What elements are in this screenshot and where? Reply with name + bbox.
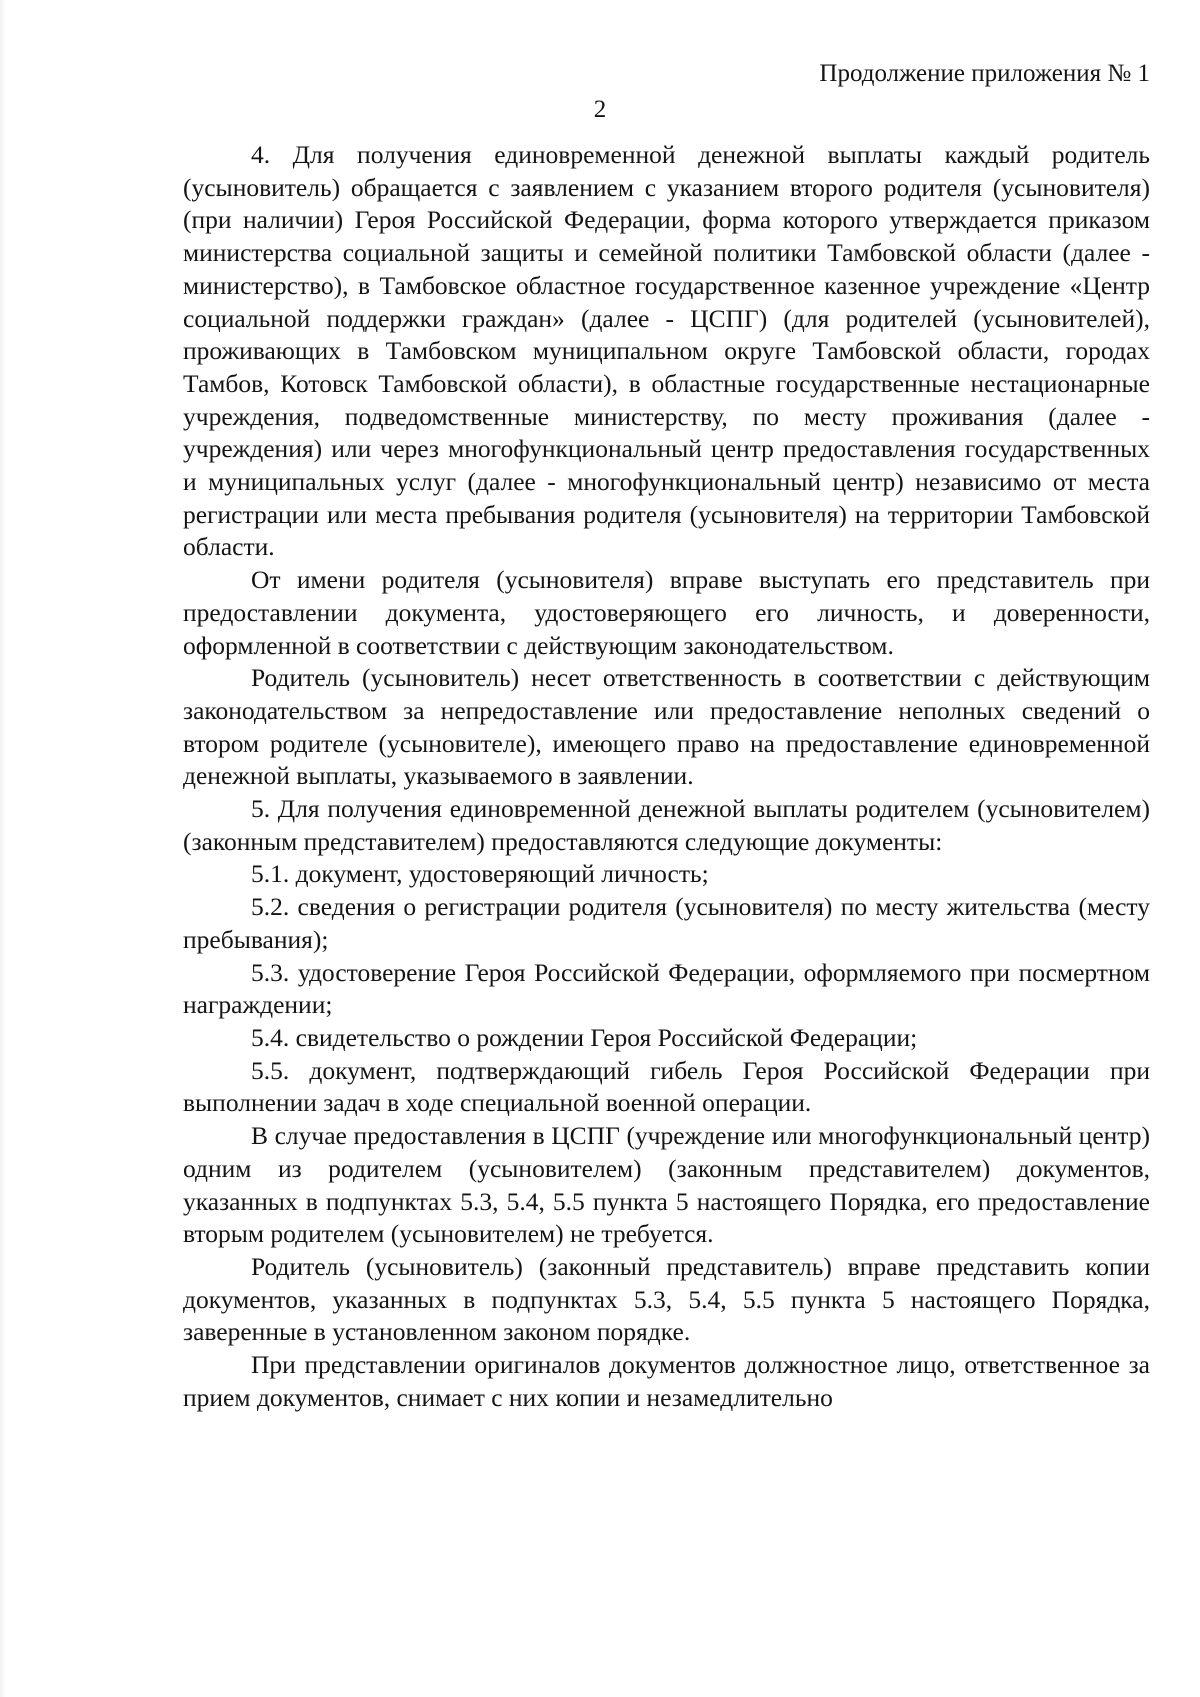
paragraph-item-5-3: 5.3. удостоверение Героя Российской Федерации, оформляемого при посмертном награждении; — [183, 957, 1150, 1020]
paragraph-item-5-2: 5.2. сведения о регистрации родителя (усыновителя) по месту жительства (месту пребывания); — [183, 892, 1150, 954]
paragraph-item-5-5: 5.5. документ, подтверждающий гибель Героя Российской Федерации при выполнении задач в ходе специальной военной операции. — [183, 1055, 1150, 1118]
paragraph-case-provision: В случае предоставления в ЦСПГ (учреждение или многофункциональный центр) одним из родителем (усыновителем) (законным представителем) документов, указанных в подпунктах 5.3, 5.4, 5.5 пункта 5 настоящего Порядка, его предоставление вторым родителем (усыновителем) не требуется. — [183, 1121, 1150, 1249]
paragraph-copies: Родитель (усыновитель) (законный представитель) вправе представить копии документов, указанных в подпунктах 5.3, 5.4, 5.5 пункта 5 настоящего Порядка, заверенные в установленном законом порядке. — [183, 1251, 1150, 1347]
paragraph-item-5: 5. Для получения единовременной денежной выплаты родителем (усыновителем) (законным представителем) предоставляются следующие документы: — [183, 794, 1150, 856]
paragraph-item-5-4: 5.4. свидетельство о рождении Героя Российской Федерации; — [251, 1022, 918, 1052]
paragraph-originals: При представлении оригиналов документов должностное лицо, ответственное за прием документов, снимает с них копии и незамедлительно — [183, 1350, 1150, 1412]
paragraph-responsibility: Родитель (усыновитель) несет ответственность в соответствии с действующим законодательством за непредоставление или предоставление неполных сведений о втором родителе (усыновителе), имеющего право на предоставление единовременной денежной выплаты, указываемого в заявлении. — [183, 663, 1150, 791]
appendix-continuation-note: Продолжение приложения № 1 — [819, 60, 1150, 87]
page-number: 2 — [593, 96, 607, 123]
scan-edge-shadow — [0, 0, 6, 1697]
document-body — [183, 139, 1150, 1414]
paragraph-representative: От имени родителя (усыновителя) вправе выступать его представитель при предоставлении документа, удостоверяющего его личность, и доверенности, оформленной в соответствии с действующим законодательством. — [183, 565, 1150, 660]
paragraph-item-5-1: 5.1. документ, удостоверяющий личность; — [251, 859, 709, 889]
paragraph-item-4: 4. Для получения единовременной денежной выплаты каждый родитель (усыновитель) обращается с заявлением с указанием второго родителя (усыновителя) (при наличии) Героя Российской Федерации, форма которого утверждается приказом министерства социальной защиты и семейной политики Тамбовской области (далее - министерство), в Тамбовское областное государственное казенное учреждение «Центр социальной поддержки граждан» (далее - ЦСПГ) (для родителей (усыновителей), проживающих в Тамбовском муниципальном округе Тамбовской области, городах Тамбов, Котовск Тамбовской области), в областные государственные нестационарные учреждения, подведомственные министерству, по месту проживания (далее - учреждения) или через многофункциональный центр предоставления государственных и муниципальных услуг (далее - многофункциональный центр) независимо от места регистрации или места пребывания родителя (усыновителя) на территории Тамбовской области. — [183, 140, 1150, 562]
